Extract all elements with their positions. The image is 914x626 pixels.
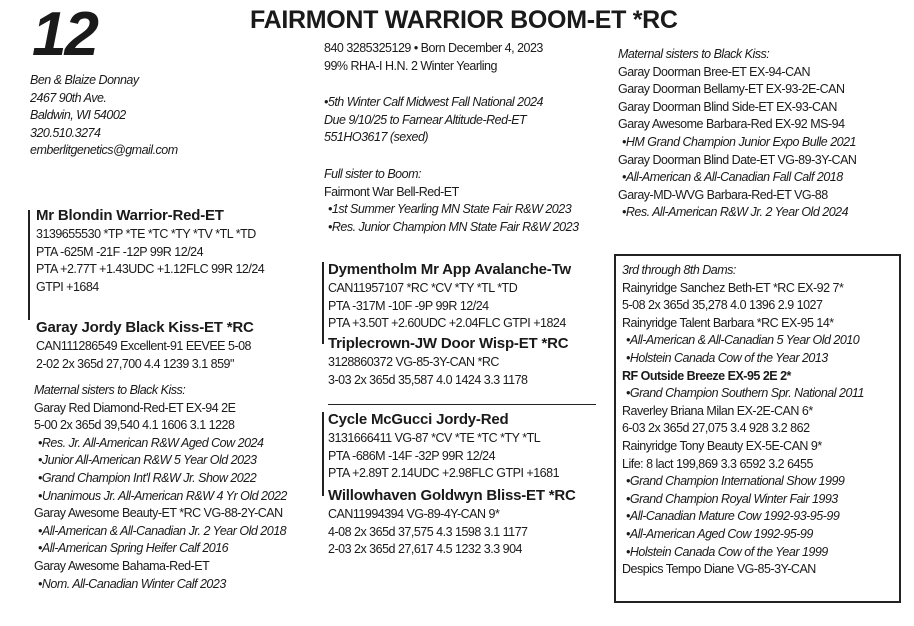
cow-line: Life: 8 lact 199,869 3.3 6592 3.2 6455 <box>622 456 813 471</box>
cow-line: Garay Red Diamond-Red-ET EX-94 2E <box>34 400 236 415</box>
sire-block <box>36 206 264 296</box>
sire-of-dam <box>328 410 559 483</box>
sire-line: GTPI +1684 <box>36 279 99 294</box>
award-line: •Unanimous Jr. All-American R&W 4 Yr Old 2022 <box>38 488 287 503</box>
pedigree-line: 3-03 2x 365d 35,587 4.0 1424 3.3 1178 <box>328 372 528 387</box>
maternal-sisters-left <box>34 382 287 593</box>
award-line: •Holstein Canada Cow of the Year 2013 <box>626 350 828 365</box>
dam-of-dam <box>328 486 576 559</box>
award-line: •All-American & All-Canadian Jr. 2 Year Old 2018 <box>38 523 287 538</box>
award-line: •Grand Champion Southern Spr. National 2011 <box>626 386 864 401</box>
award-line: •All-American Aged Cow 1992-95-99 <box>626 526 813 541</box>
award-line: •Holstein Canada Cow of the Year 1999 <box>626 544 828 559</box>
section-divider <box>328 404 596 405</box>
award-line: •All-American Spring Heifer Calf 2016 <box>38 541 229 556</box>
cow-line: Garay Doorman Blind Side-ET EX-93-CAN <box>618 99 837 114</box>
award-line: •HM Grand Champion Junior Expo Bulle 2021 <box>622 134 857 149</box>
award-line: •Res. Jr. All-American R&W Aged Cow 2024 <box>38 435 264 450</box>
dam-block <box>36 318 254 373</box>
maternal-heading: Maternal sisters to Black Kiss: <box>618 47 770 61</box>
sire-name: Mr Blondin Warrior-Red-ET <box>36 207 224 224</box>
pedigree-bracket <box>322 412 324 496</box>
breeder-info <box>30 72 178 160</box>
dams-heading: 3rd through 8th Dams: <box>622 263 736 277</box>
award-line: •Nom. All-Canadian Winter Calf 2023 <box>38 576 226 591</box>
animal-awards <box>324 94 543 147</box>
award-line: •All-American & All-Canadian 5 Year Old 2010 <box>626 333 860 348</box>
pedigree-bracket <box>28 210 30 320</box>
full-sister-heading: Full sister to Boom: <box>324 167 421 181</box>
cow-line: Garay Doorman Blind Date-ET VG-89-3Y-CAN <box>618 152 857 167</box>
award-line: •5th Winter Calf Midwest Fall National 2024 <box>324 95 543 109</box>
pedigree-line: PTA +2.89T 2.14UDC +2.98FLC GTPI +1681 <box>328 466 560 481</box>
cow-line: Garay Awesome Bahama-Red-ET <box>34 558 210 573</box>
award-line: •Grand Champion Royal Winter Fair 1993 <box>626 491 838 506</box>
registration-line: 840 3285325129 • Born December 4, 2023 <box>324 41 543 55</box>
sire-line: PTA +2.77T +1.43UDC +1.12FLC 99R 12/24 <box>36 262 265 277</box>
cow-line: Rainyridge Talent Barbara *RC EX-95 14* <box>622 315 834 330</box>
sire-line: PTA -625M -21F -12P 99R 12/24 <box>36 244 204 259</box>
cow-name: RF Outside Breeze EX-95 2E 2* <box>622 368 791 383</box>
pedigree-line: 4-08 2x 365d 37,575 4.3 1598 3.1 1177 <box>328 524 528 539</box>
pedigree-name: Dymentholm Mr App Avalanche-Tw <box>328 261 571 278</box>
lot-number: 12 <box>32 0 97 69</box>
pedigree-line: PTA -317M -10F -9P 99R 12/24 <box>328 298 489 313</box>
dam-line: 2-02 2x 365d 27,700 4.4 1239 3.1 859" <box>36 356 234 371</box>
cow-line: Garay Doorman Bree-ET EX-94-CAN <box>618 64 810 79</box>
cow-line: Despics Tempo Diane VG-85-3Y-CAN <box>622 562 816 577</box>
animal-title: FAIRMONT WARRIOR BOOM-ET *RC <box>250 6 678 34</box>
award-line: •All-Canadian Mature Cow 1992-93-95-99 <box>626 509 840 524</box>
sire-code-line: 551HO3617 (sexed) <box>324 130 429 145</box>
breeder-email: emberlitgenetics@gmail.com <box>30 143 178 158</box>
animal-details <box>324 40 543 75</box>
maternal-heading: Maternal sisters to Black Kiss: <box>34 383 186 397</box>
breeder-city: Baldwin, WI 54002 <box>30 108 126 123</box>
award-line: •All-American & All-Canadian Fall Calf 2018 <box>622 170 843 185</box>
pedigree-name: Willowhaven Goldwyn Bliss-ET *RC <box>328 487 576 504</box>
award-line: •Junior All-American R&W 5 Year Old 2023 <box>38 453 257 468</box>
full-sister-name: Fairmont War Bell-Red-ET <box>324 184 459 199</box>
cow-line: 6-03 2x 365d 27,075 3.4 928 3.2 862 <box>622 421 810 436</box>
full-sister-award: •Res. Junior Champion MN State Fair R&W 2023 <box>328 219 579 234</box>
full-sister-section <box>324 166 579 236</box>
pedigree-line: 3131666411 VG-87 *CV *TE *TC *TY *TL <box>328 431 541 445</box>
pedigree-name: Cycle McGucci Jordy-Red <box>328 411 509 428</box>
pedigree-line: 3128860372 VG-85-3Y-CAN *RC <box>328 355 499 369</box>
dam-line: CAN111286549 Excellent-91 EEVEE 5-08 <box>36 339 252 353</box>
pedigree-name: Triplecrown-JW Door Wisp-ET *RC <box>328 335 569 352</box>
award-line: •Res. All-American R&W Jr. 2 Year Old 2024 <box>622 205 849 220</box>
full-sister-award: •1st Summer Yearling MN State Fair R&W 2023 <box>328 202 572 217</box>
dam-name: Garay Jordy Black Kiss-ET *RC <box>36 319 254 336</box>
cow-line: Garay Awesome Beauty-ET *RC VG-88-2Y-CAN <box>34 506 283 521</box>
cow-line: Garay Awesome Barbara-Red EX-92 MS-94 <box>618 117 845 132</box>
breeder-phone: 320.510.3274 <box>30 125 101 140</box>
cow-line: Garay-MD-WVG Barbara-Red-ET VG-88 <box>618 187 828 202</box>
maternal-sisters-right <box>618 46 856 222</box>
pedigree-bracket <box>322 262 324 344</box>
cow-line: 5-08 2x 365d 35,278 4.0 1396 2.9 1027 <box>622 298 823 313</box>
cow-line: Raverley Briana Milan EX-2E-CAN 6* <box>622 403 813 418</box>
award-line: •Grand Champion Int'l R&W Jr. Show 2022 <box>38 470 257 485</box>
dam-of-sire <box>328 334 568 389</box>
award-line: •Grand Champion International Show 1999 <box>626 474 845 489</box>
cow-line: Garay Doorman Bellamy-ET EX-93-2E-CAN <box>618 82 845 97</box>
sire-line: 3139655530 *TP *TE *TC *TY *TV *TL *TD <box>36 227 256 241</box>
cow-line: Rainyridge Tony Beauty EX-5E-CAN 9* <box>622 438 822 453</box>
cow-line: Rainyridge Sanchez Beth-ET *RC EX-92 7* <box>622 280 844 295</box>
pedigree-line: CAN11957107 *RC *CV *TY *TL *TD <box>328 281 518 295</box>
breed-line: 99% RHA-I H.N. 2 Winter Yearling <box>324 58 497 73</box>
pedigree-line: PTA +3.50T +2.60UDC +2.04FLC GTPI +1824 <box>328 316 566 331</box>
pedigree-line: CAN11994394 VG-89-4Y-CAN 9* <box>328 507 500 521</box>
cow-line: 5-00 2x 365d 39,540 4.1 1606 3.1 1228 <box>34 418 235 433</box>
breeder-name: Ben & Blaize Donnay <box>30 73 139 87</box>
sire-of-sire <box>328 260 571 333</box>
due-date-line: Due 9/10/25 to Farnear Altitude-Red-ET <box>324 112 527 127</box>
pedigree-line: PTA -686M -14F -32P 99R 12/24 <box>328 448 496 463</box>
pedigree-line: 2-03 2x 365d 27,617 4.5 1232 3.3 904 <box>328 542 522 557</box>
breeder-street: 2467 90th Ave. <box>30 90 107 105</box>
dams-list <box>622 262 864 579</box>
